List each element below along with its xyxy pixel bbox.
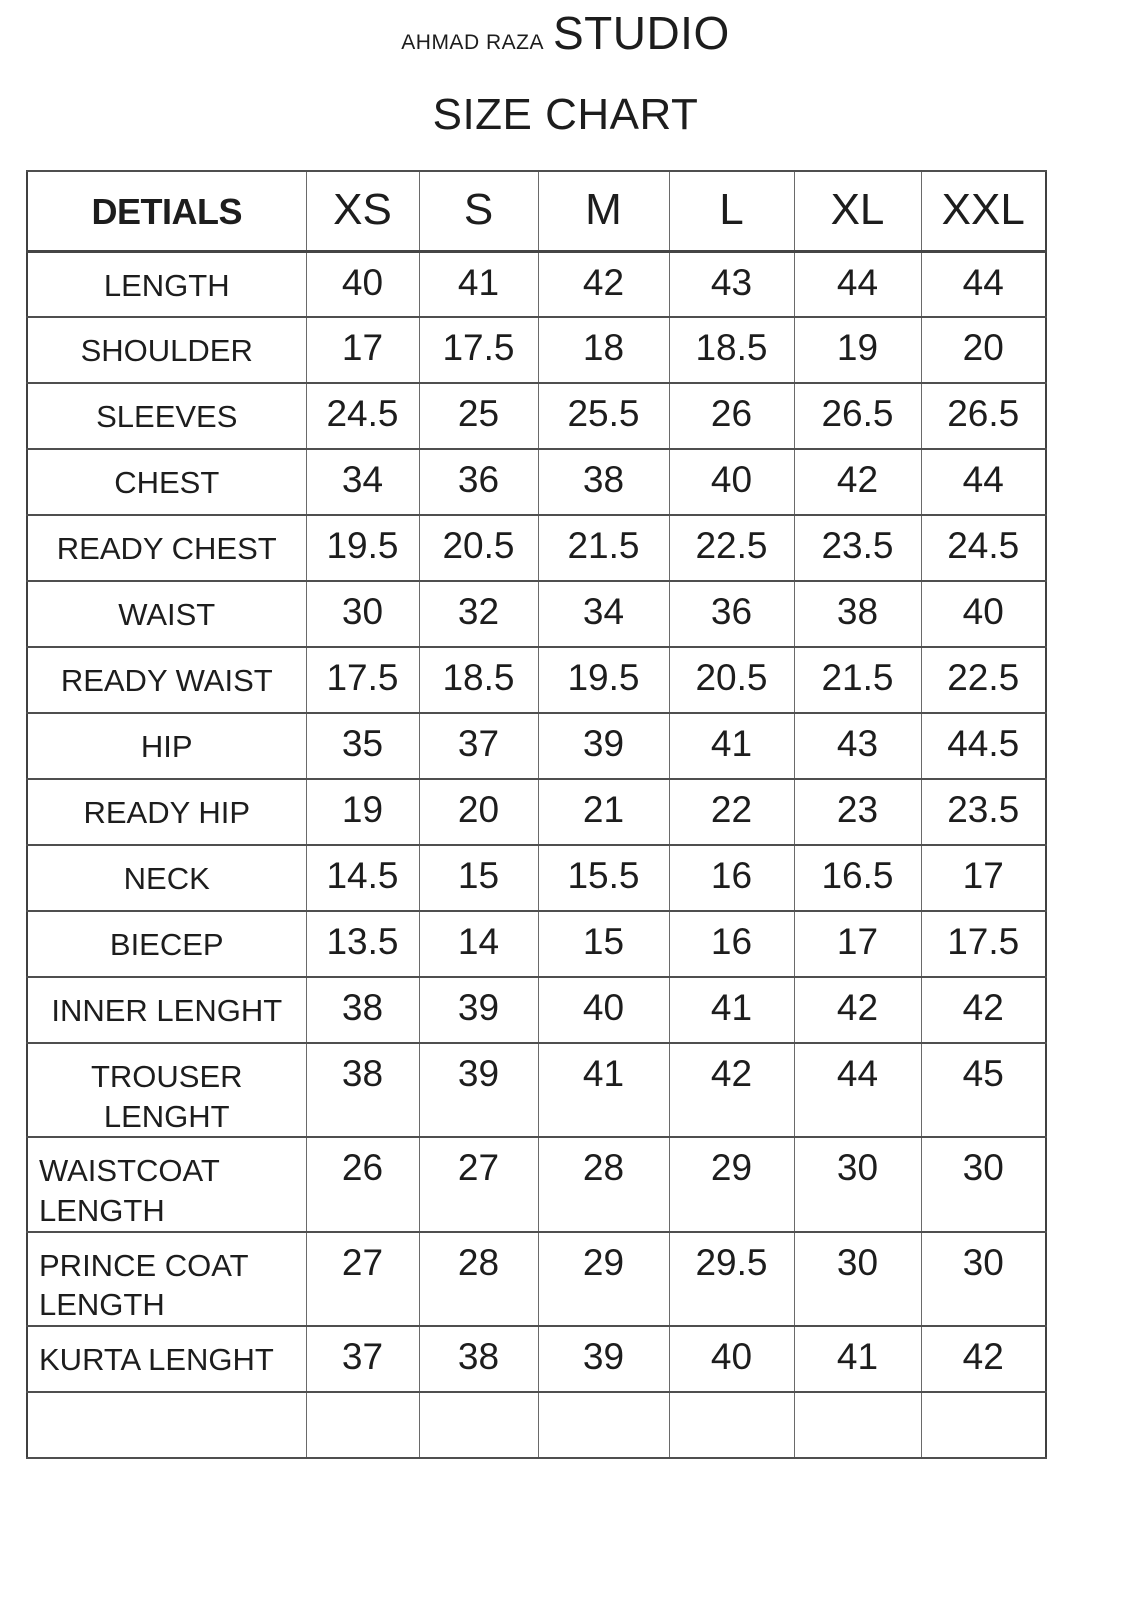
- size-value-cell: 39: [538, 1326, 669, 1392]
- size-value-cell: 42: [669, 1043, 794, 1137]
- size-value-cell: 20: [921, 317, 1046, 383]
- header-size-m: M: [538, 171, 669, 251]
- size-value-cell: 30: [794, 1137, 921, 1231]
- size-value-cell: 23.5: [794, 515, 921, 581]
- size-value-cell: 42: [538, 251, 669, 317]
- table-row: [27, 845, 1046, 911]
- empty-row: [27, 1392, 1046, 1458]
- size-value-cell: 18: [538, 317, 669, 383]
- size-value-cell: 41: [669, 713, 794, 779]
- size-value-cell: 44: [794, 251, 921, 317]
- brand-prefix: AHMAD RAZA: [401, 31, 544, 54]
- size-value-cell: 34: [306, 449, 419, 515]
- size-value-cell: 20: [419, 779, 538, 845]
- table-row: [27, 581, 1046, 647]
- size-value-cell: 42: [921, 1326, 1046, 1392]
- size-value-cell: 23: [794, 779, 921, 845]
- size-value-cell: 17.5: [921, 911, 1046, 977]
- size-value-cell: 21.5: [538, 515, 669, 581]
- size-value-cell: 27: [419, 1137, 538, 1231]
- table-row: [27, 713, 1046, 779]
- header-size-s: S: [419, 171, 538, 251]
- size-value-cell: 17.5: [306, 647, 419, 713]
- size-value-cell: 41: [669, 977, 794, 1043]
- size-value-cell: 17: [306, 317, 419, 383]
- size-value-cell: 16: [669, 845, 794, 911]
- size-value-cell: 26: [306, 1137, 419, 1231]
- row-label: TROUSER LENGHT: [27, 1043, 306, 1137]
- size-value-cell: [306, 1392, 419, 1458]
- size-value-cell: 22.5: [921, 647, 1046, 713]
- size-value-cell: 17: [921, 845, 1046, 911]
- size-value-cell: 34: [538, 581, 669, 647]
- size-value-cell: 38: [306, 977, 419, 1043]
- table-row: [27, 251, 1046, 317]
- header-size-xs: XS: [306, 171, 419, 251]
- size-value-cell: 37: [419, 713, 538, 779]
- header-size-l: L: [669, 171, 794, 251]
- size-value-cell: 37: [306, 1326, 419, 1392]
- size-value-cell: 45: [921, 1043, 1046, 1137]
- row-label: HIP: [27, 713, 306, 779]
- table-row: [27, 449, 1046, 515]
- size-value-cell: 32: [419, 581, 538, 647]
- size-value-cell: 15: [419, 845, 538, 911]
- size-value-cell: 22: [669, 779, 794, 845]
- size-value-cell: 38: [794, 581, 921, 647]
- size-value-cell: 41: [794, 1326, 921, 1392]
- size-value-cell: 14: [419, 911, 538, 977]
- row-label: READY CHEST: [27, 515, 306, 581]
- size-value-cell: 38: [419, 1326, 538, 1392]
- row-label: SLEEVES: [27, 383, 306, 449]
- size-value-cell: 19: [794, 317, 921, 383]
- size-value-cell: 26: [669, 383, 794, 449]
- size-value-cell: 29: [669, 1137, 794, 1231]
- size-value-cell: 42: [794, 449, 921, 515]
- size-value-cell: 19.5: [538, 647, 669, 713]
- size-value-cell: 28: [538, 1137, 669, 1231]
- row-label: CHEST: [27, 449, 306, 515]
- size-value-cell: 25.5: [538, 383, 669, 449]
- size-value-cell: 40: [538, 977, 669, 1043]
- size-value-cell: 40: [306, 251, 419, 317]
- table-row: [27, 1137, 1046, 1231]
- size-value-cell: 16.5: [794, 845, 921, 911]
- table-body: [27, 251, 1046, 1458]
- size-value-cell: 44: [794, 1043, 921, 1137]
- size-value-cell: 29: [538, 1232, 669, 1326]
- size-value-cell: 20.5: [419, 515, 538, 581]
- size-value-cell: 36: [419, 449, 538, 515]
- size-value-cell: 35: [306, 713, 419, 779]
- brand-name: STUDIO: [552, 7, 730, 59]
- size-value-cell: 42: [794, 977, 921, 1043]
- table-row: [27, 1232, 1046, 1326]
- size-value-cell: 41: [538, 1043, 669, 1137]
- size-value-cell: 41: [419, 251, 538, 317]
- size-value-cell: 27: [306, 1232, 419, 1326]
- row-label: [27, 1392, 306, 1458]
- header-row: [27, 171, 1046, 251]
- size-value-cell: 44: [921, 449, 1046, 515]
- row-label: READY HIP: [27, 779, 306, 845]
- header-size-xxl: XXL: [921, 171, 1046, 251]
- size-value-cell: 39: [419, 1043, 538, 1137]
- size-value-cell: 18.5: [419, 647, 538, 713]
- size-value-cell: 25: [419, 383, 538, 449]
- size-value-cell: 13.5: [306, 911, 419, 977]
- size-value-cell: 44.5: [921, 713, 1046, 779]
- row-label: SHOULDER: [27, 317, 306, 383]
- row-label: NECK: [27, 845, 306, 911]
- size-value-cell: 16: [669, 911, 794, 977]
- size-value-cell: 21: [538, 779, 669, 845]
- brand-header: [0, 6, 1131, 60]
- size-value-cell: 20.5: [669, 647, 794, 713]
- size-value-cell: 40: [669, 1326, 794, 1392]
- row-label: READY WAIST: [27, 647, 306, 713]
- size-value-cell: [669, 1392, 794, 1458]
- table-row: [27, 515, 1046, 581]
- size-value-cell: 39: [538, 713, 669, 779]
- table-row: [27, 317, 1046, 383]
- size-value-cell: 39: [419, 977, 538, 1043]
- size-value-cell: 30: [921, 1232, 1046, 1326]
- size-value-cell: 30: [921, 1137, 1046, 1231]
- size-value-cell: 40: [921, 581, 1046, 647]
- size-value-cell: 30: [306, 581, 419, 647]
- size-value-cell: 43: [794, 713, 921, 779]
- size-value-cell: 36: [669, 581, 794, 647]
- size-value-cell: 40: [669, 449, 794, 515]
- size-value-cell: 24.5: [921, 515, 1046, 581]
- row-label: INNER LENGHT: [27, 977, 306, 1043]
- size-value-cell: [921, 1392, 1046, 1458]
- size-value-cell: 22.5: [669, 515, 794, 581]
- size-value-cell: 26.5: [921, 383, 1046, 449]
- size-value-cell: 38: [538, 449, 669, 515]
- size-value-cell: 30: [794, 1232, 921, 1326]
- size-value-cell: 29.5: [669, 1232, 794, 1326]
- row-label: BIECEP: [27, 911, 306, 977]
- size-value-cell: 15.5: [538, 845, 669, 911]
- size-value-cell: 23.5: [921, 779, 1046, 845]
- size-chart-table: [26, 170, 1047, 1459]
- size-value-cell: 14.5: [306, 845, 419, 911]
- size-value-cell: 15: [538, 911, 669, 977]
- size-value-cell: 17.5: [419, 317, 538, 383]
- page-title: SIZE CHART: [432, 90, 699, 139]
- table-row: [27, 1326, 1046, 1392]
- size-value-cell: [794, 1392, 921, 1458]
- table-row: [27, 779, 1046, 845]
- size-value-cell: 43: [669, 251, 794, 317]
- table-row: [27, 977, 1046, 1043]
- size-value-cell: 24.5: [306, 383, 419, 449]
- size-value-cell: [538, 1392, 669, 1458]
- size-value-cell: 38: [306, 1043, 419, 1137]
- size-value-cell: 28: [419, 1232, 538, 1326]
- size-value-cell: 26.5: [794, 383, 921, 449]
- size-value-cell: 17: [794, 911, 921, 977]
- header-details: DETIALS: [27, 171, 306, 251]
- table-row: [27, 911, 1046, 977]
- row-label: WAIST: [27, 581, 306, 647]
- size-value-cell: 42: [921, 977, 1046, 1043]
- size-value-cell: [419, 1392, 538, 1458]
- header-size-xl: XL: [794, 171, 921, 251]
- row-label: PRINCE COAT LENGTH: [27, 1232, 306, 1326]
- size-value-cell: 44: [921, 251, 1046, 317]
- table-row: [27, 647, 1046, 713]
- table-row: [27, 1043, 1046, 1137]
- size-value-cell: 19: [306, 779, 419, 845]
- size-value-cell: 21.5: [794, 647, 921, 713]
- row-label: WAISTCOAT LENGTH: [27, 1137, 306, 1231]
- table-row: [27, 383, 1046, 449]
- size-value-cell: 18.5: [669, 317, 794, 383]
- row-label: KURTA LENGHT: [27, 1326, 306, 1392]
- size-value-cell: 19.5: [306, 515, 419, 581]
- row-label: LENGTH: [27, 251, 306, 317]
